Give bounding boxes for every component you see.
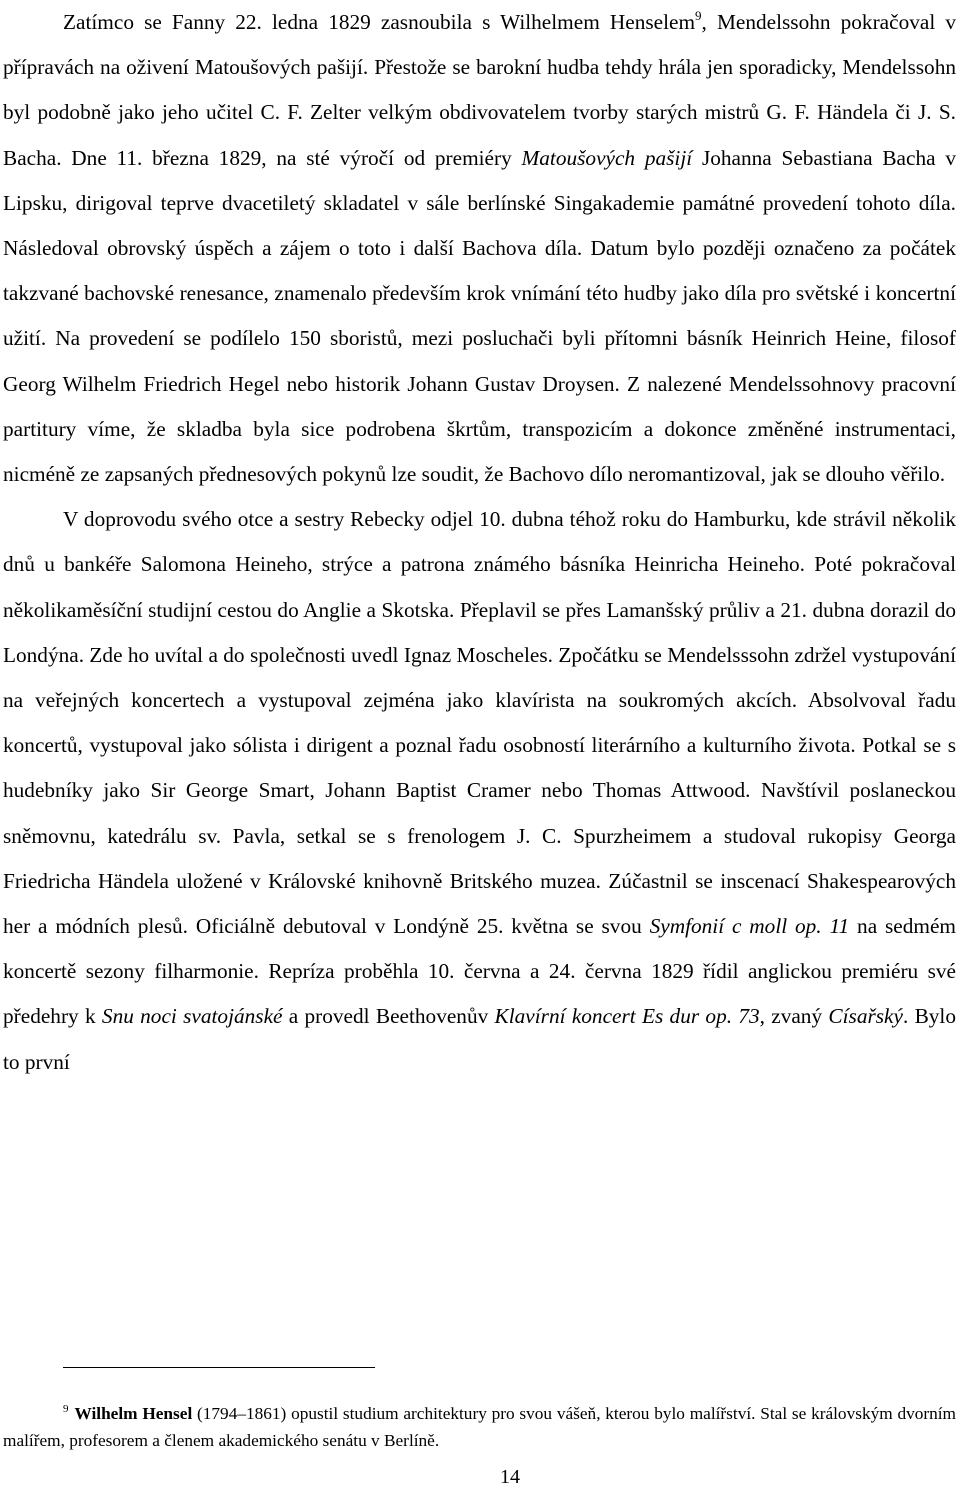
footnote-marker: 9 bbox=[63, 1403, 69, 1415]
text-segment: . Bylo to první bbox=[3, 1004, 956, 1074]
italic-text: Císařský bbox=[828, 1004, 903, 1029]
text-segment: Johanna Sebastiana Bacha v Lipsku, dirigoval teprve dvacetiletý skladatel v sále berlínské Singakademie památné provedení tohoto díla. Následoval obrovský úspěch a zájem o toto i další Bachova díla. Datum bylo později označeno za počátek takzvané bachovské renesance, znamenalo především krok vnímání této hudby jako díla pro světské i koncertní užití. Na provedení se podílelo 150 sboristů, mezi posluchači byli přítomni básník Heinrich Heine, filosof Georg Wilhelm Friedrich Hegel nebo historik Johann Gustav Droysen. Z nalezené Mendelssohnovy pracovní partitury víme, že skladba byla sice podrobena škrtům, transpozicím a dokonce změněné instrumentaci, nicméně ze zapsaných přednesových pokynů lze soudit, že Bachovo dílo neromantizoval, jak se dlouho věřilo. bbox=[3, 145, 956, 487]
body-text bbox=[3, 0, 956, 1085]
italic-text: Symfonií c moll op. 11 bbox=[649, 914, 850, 939]
footnote-name: Wilhelm Hensel bbox=[74, 1404, 193, 1423]
text-segment: V doprovodu svého otce a sestry Rebecky odjel 10. dubna téhož roku do Hamburku, kde strávil několik dnů u bankéře Salomona Heineho, strýce a patrona známého básníka Heinricha Heineho. Poté pokračoval několikaměsíční studijní cestou do Anglie a Skotska. Přeplavil se přes Lamanšský průliv a 21. dubna dorazil do Londýna. Zde ho uvítal a do společnosti uvedl Ignaz Moscheles. Zpočátku se Mendelsssohn zdržel vystupování na veřejných koncertech a vystupoval zejména jako klavírista na soukromých akcích. Absolvoval řadu koncertů, vystupoval jako sólista i dirigent a poznal řadu osobností literárního a kulturního života. Potkal se s hudebníky jako Sir George Smart, Johann Baptist Cramer nebo Thomas Attwood. Navštívil poslaneckou sněmovnu, katedrálu sv. Pavla, setkal se s frenologem J. C. Spurzheimem a studoval rukopisy Georga Friedricha Händela uložené v Královské knihovně Britského muzea. Zúčastnil se inscenací Shakespearových her a módních plesů. Oficiálně debutoval v Londýně 25. května se svou bbox=[3, 507, 956, 939]
footnote-separator bbox=[63, 1367, 375, 1368]
footnote-reference: 9 bbox=[695, 8, 702, 23]
paragraph bbox=[3, 497, 956, 1085]
italic-text: Snu noci svatojánské bbox=[101, 1004, 283, 1029]
text-segment: , zvaný bbox=[759, 1004, 829, 1029]
italic-text: Klavírní koncert Es dur op. 73 bbox=[494, 1004, 760, 1029]
text-segment: Zatímco se Fanny 22. ledna 1829 zasnoubila s Wilhelmem Henselem bbox=[63, 10, 696, 34]
footnote bbox=[3, 1400, 956, 1454]
text-segment: , Mendelssohn pokračoval v přípravách na oživení Matoušových pašijí. Přestože se barokní hudba tehdy hrála jen sporadicky, Mendelssohn byl podobně jako jeho učitel C. F. Zelter velkým obdivovatelem tvorby starých mistrů G. F. Händela či J. S. Bacha. Dne 11. března 1829, na sté výročí od premiéry bbox=[3, 10, 956, 170]
text-segment: na sedmém koncertě sezony filharmonie. Repríza proběhla 10. června a 24. června 1829 řídil anglickou premiéru své předehry k bbox=[3, 914, 956, 1029]
italic-text: Matoušových pašijí bbox=[521, 145, 693, 170]
paragraph bbox=[3, 0, 956, 497]
page-number: 14 bbox=[500, 1466, 520, 1488]
footnote-text: (1794–1861) opustil studium architektury pro svou vášeň, kterou bylo malířství. Stal se královským dvorním malířem, profesorem a členem akademického senátu v Berlíně. bbox=[3, 1404, 956, 1450]
text-segment: a provedl Beethovenův bbox=[282, 1004, 495, 1029]
